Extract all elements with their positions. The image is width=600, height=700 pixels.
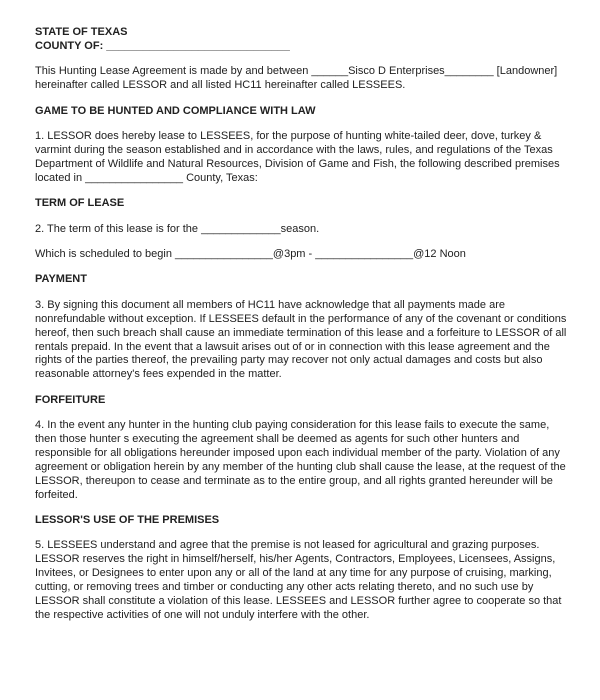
clause-1-lease-purpose: 1. LESSOR does hereby lease to LESSEES, for the purpose of hunting white-tailed deer, dove, turkey & varmint during the season established and in accordance with the laws, rules, and regulations of the Texas Department of Wildlife and Natural Resources, Division of Game and Fish, the following described premises located in ________________ County, Texas: xyxy=(35,130,560,184)
state-of-texas-line: STATE OF TEXAS xyxy=(35,26,128,38)
section-heading-payment: PAYMENT xyxy=(35,273,87,286)
intro-paragraph: This Hunting Lease Agreement is made by and between ______Sisco D Enterprises________ [Landowner] hereinafter called LESSOR and all listed HC11 hereinafter called LESSEES. xyxy=(35,65,558,92)
clause-2-lease-term: 2. The term of this lease is for the _____________season. xyxy=(35,222,320,235)
clause-5-premises-use: 5. LESSEES understand and agree that the premise is not leased for agricultural and grazing purposes. LESSOR reserves the right in himself/herself, his/her Agents, Contractors, Employees, Licensees, Assigns, Invitees, or Designees to enter upon any or all of the land at any time for any purpose of cruising, marking, cutting, or removing trees and timber or conducting any other acts relating thereto, and no such use by LESSOR shall constitute a violation of this lease. LESSEES and LESSOR further agree to cooperate so that the respective activities of one will not unduly interfere with the other. xyxy=(35,539,562,621)
clause-2-schedule-line: Which is scheduled to begin ________________@3pm - ________________@12 Noon xyxy=(35,247,466,260)
clause-4-forfeiture-terms: 4. In the event any hunter in the hunting club paying consideration for this lease fails to execute the same, then those hunter s executing the agreement shall be deemed as agents for such other hunters and responsible for all obligations hereunder imposed upon each individual member of the party. Violation of any agreement or obligation herein by any member of the hunting club shall cause the lease, at the request of the LESSOR, thereupon to cease and terminate as to the entire group, and all rights granted hereunder will be forfeited. xyxy=(35,419,566,501)
section-heading-game-to-be-hunted: GAME TO BE HUNTED AND COMPLIANCE WITH LAW xyxy=(35,104,316,117)
clause-3-payment-terms: 3. By signing this document all members of HC11 have acknowledge that all payments made are nonrefundable without exception. If LESSEES default in the performance of any of the covenant or conditions hereof, then such breach shall cause an immediate termination of this lease and a forfeiture to LESSOR of all rentals prepaid. In the event that a lawsuit arises out of or in connection with this lease agreement and the rights of the parties thereof, the prevailing party may recover not only actual damages and costs but also reasonable attorney's fees expended in the matter. xyxy=(35,298,567,381)
county-of-blank-line: COUNTY OF: ______________________________ xyxy=(35,39,290,52)
section-heading-forfeiture: FORFEITURE xyxy=(35,393,106,406)
section-heading-term-of-lease: TERM OF LEASE xyxy=(35,197,125,210)
section-heading-lessors-use: LESSOR'S USE OF THE PREMISES xyxy=(35,514,220,527)
document-header xyxy=(35,26,567,54)
